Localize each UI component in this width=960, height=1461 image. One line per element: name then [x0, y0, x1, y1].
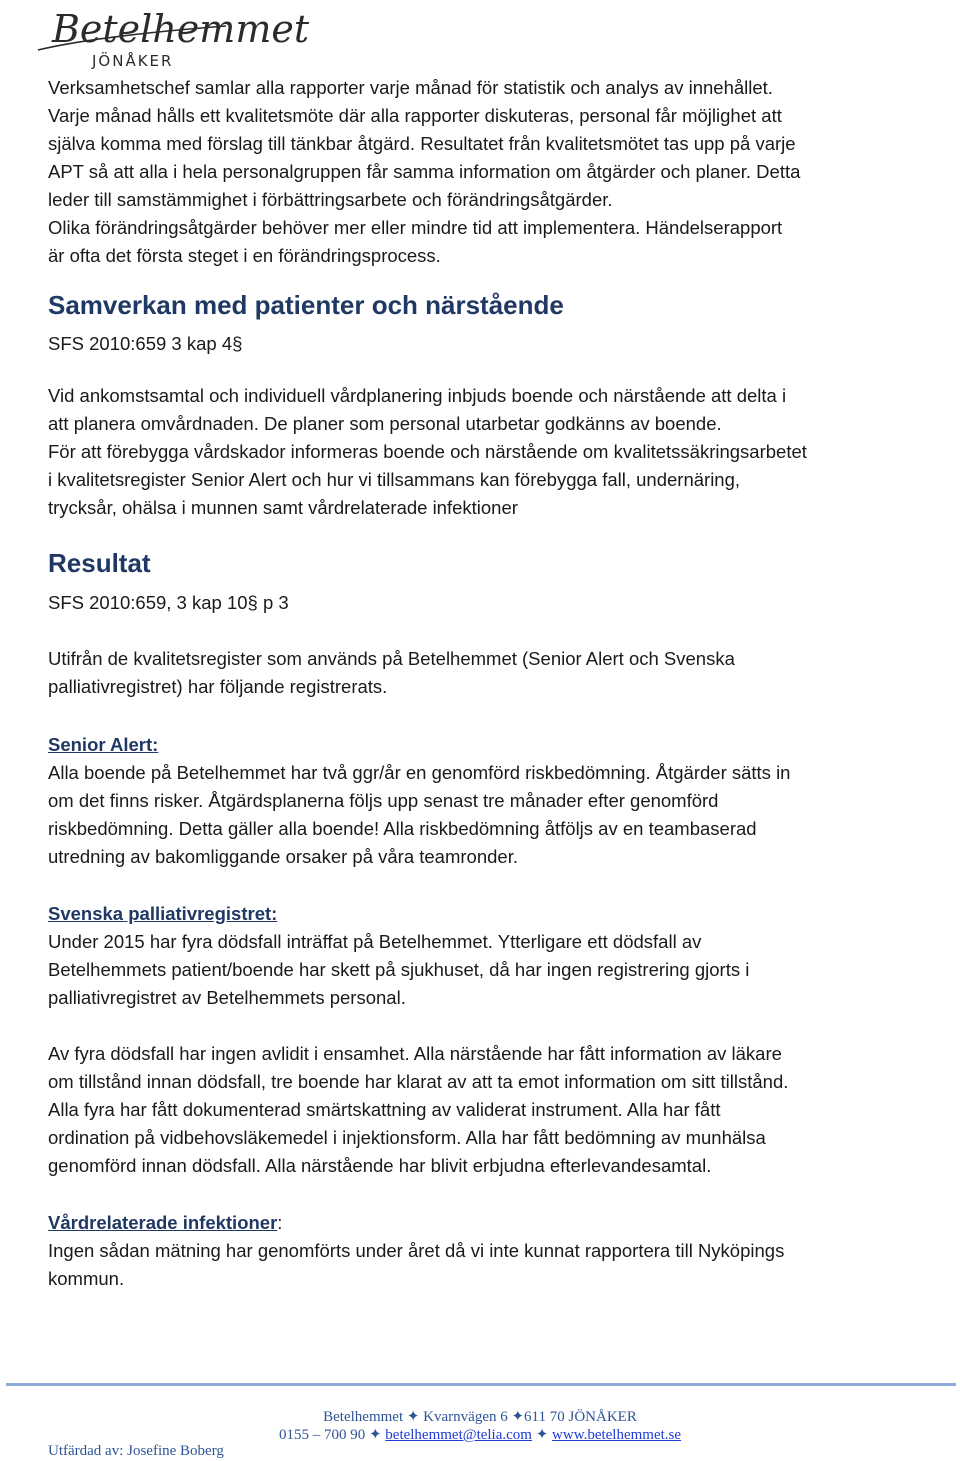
footer-phone: 0155 – 700 90 ✦	[278, 1427, 382, 1443]
resultat-section	[48, 546, 928, 701]
samverkan-section	[48, 288, 928, 522]
footer-separator: ✦	[535, 1427, 549, 1443]
footer-issued-by: Utfärdad av: Josefine Boberg	[48, 1443, 224, 1459]
paragraph-line: utredning av bakomliggande orsaker på våra teamronder.	[48, 846, 518, 867]
paragraph-line: Utifrån de kvalitetsregister som används på Betelhemmet (Senior Alert och Svenska	[48, 648, 735, 669]
paragraph-line: Ingen sådan mätning har genomförts under året då vi inte kunnat rapportera till Nyköpings	[48, 1240, 785, 1261]
paragraph-line: genomförd innan dödsfall. Alla närstående har blivit erbjudna efterlevandesamtal.	[48, 1155, 712, 1176]
paragraph-line: i kvalitetsregister Senior Alert och hur vi tillsammans kan förebygga fall, undernäring,	[48, 469, 741, 490]
paragraph-line: APT så att alla i hela personalgruppen får samma information om åtgärder och planer. Detta	[48, 161, 801, 182]
paragraph-line: är ofta det första steget i en förändringsprocess.	[48, 245, 441, 266]
law-reference: SFS 2010:659 3 kap 4§	[48, 333, 243, 354]
paragraph-line: själva komma med förslag till tänkbar åtgärd. Resultatet från kvalitetsmötet tas upp på varje	[48, 133, 796, 154]
paragraph-line: Varje månad hålls ett kvalitetsmöte där alla rapporter diskuteras, personal får möjlighet att	[48, 105, 782, 126]
paragraph-line: om tillstånd innan dödsfall, tre boende har klarat av att ta emot information om sitt tillstånd.	[48, 1071, 789, 1092]
logo-wordmark: Betelhemmet	[52, 7, 310, 51]
paragraph-line: riskbedömning. Detta gäller alla boende! Alla riskbedömning åtföljs av en teambaserad	[48, 818, 757, 839]
paragraph-line: kommun.	[48, 1268, 125, 1289]
paragraph-line: Verksamhetschef samlar alla rapporter varje månad för statistik och analys av innehållet.	[48, 77, 773, 98]
senior-alert-section	[48, 731, 928, 871]
paragraph-line: Under 2015 har fyra dödsfall inträffat på Betelhemmet. Ytterligare ett dödsfall av	[48, 931, 702, 952]
subsection-heading	[48, 1209, 928, 1237]
betelhemmet-logo	[36, 6, 310, 72]
palliativ-section	[48, 900, 928, 1180]
infektioner-section	[48, 1209, 928, 1293]
samverkan-text	[48, 382, 928, 522]
section-heading: Samverkan med patienter och närstående	[48, 290, 564, 320]
footer-address: Betelhemmet ✦ Kvarnvägen 6 ✦611 70 JÖNÅKER	[323, 1409, 637, 1425]
paragraph-line: palliativregistret) har följande registrerats.	[48, 676, 388, 697]
section-heading: Resultat	[48, 548, 151, 578]
paragraph-line: Alla boende på Betelhemmet har två ggr/år en genomförd riskbedömning. Åtgärder sätts in	[48, 762, 791, 783]
logo-place: JÖNÅKER	[92, 52, 174, 70]
paragraph-line: leder till samstämmighet i förbättringsarbete och förändringsåtgärder.	[48, 189, 613, 210]
document-body	[48, 74, 928, 1293]
footer-website-link[interactable]: www.betelhemmet.se	[552, 1427, 682, 1443]
intro-section	[48, 74, 928, 270]
paragraph-line: Vid ankomstsamtal och individuell vårdplanering inbjuds boende och närstående att delta i	[48, 385, 787, 406]
paragraph-line: Olika förändringsåtgärder behöver mer eller mindre tid att implementera. Händelserapport	[48, 217, 783, 238]
paragraph-line: Betelhemmets patient/boende har skett på sjukhuset, då har ingen registrering gjorts i	[48, 959, 750, 980]
footer-email-link[interactable]: betelhemmet@telia.com	[385, 1427, 532, 1443]
infektioner-heading-colon: :	[277, 1212, 283, 1233]
infektioner-heading-text: Vårdrelaterade infektioner	[48, 1212, 278, 1233]
paragraph-line: om det finns risker. Åtgärdsplanerna följs upp senast tre månader efter genomförd	[48, 790, 719, 811]
law-reference: SFS 2010:659, 3 kap 10§ p 3	[48, 592, 289, 613]
paragraph-line: trycksår, ohälsa i munnen samt vårdrelaterade infektioner	[48, 497, 518, 518]
paragraph-line: Av fyra dödsfall har ingen avlidit i ensamhet. Alla närstående har fått information av läkare	[48, 1043, 782, 1064]
paragraph-line: palliativregistret av Betelhemmets personal.	[48, 987, 406, 1008]
footer-divider	[6, 1383, 956, 1386]
paragraph-line: ordination på vidbehovsläkemedel i injektionsform. Alla har fått bedömning av munhälsa	[48, 1127, 766, 1148]
subsection-heading: Senior Alert:	[48, 734, 159, 755]
palliativ-followup	[48, 1040, 928, 1180]
subsection-heading: Svenska palliativregistret:	[48, 903, 278, 924]
paragraph-line: att planera omvårdnaden. De planer som personal utarbetar godkänns av boende.	[48, 413, 722, 434]
paragraph-line: Alla fyra har fått dokumenterad smärtskattning av validerat instrument. Alla har fått	[48, 1099, 721, 1120]
paragraph-line: För att förebygga vårdskador informeras boende och närstående om kvalitetssäkringsarbetet	[48, 441, 807, 462]
resultat-text	[48, 645, 928, 701]
